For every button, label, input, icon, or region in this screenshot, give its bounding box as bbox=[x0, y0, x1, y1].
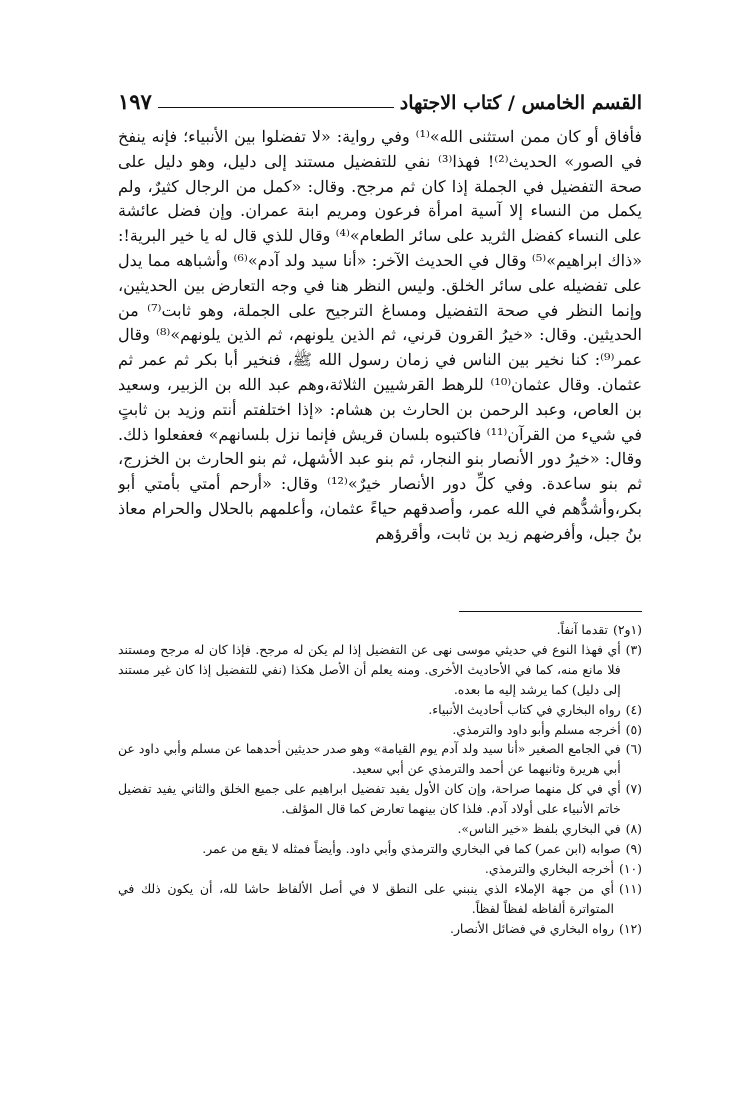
page-number: ١٩٧ bbox=[118, 89, 152, 114]
footnote-text: تقدما آنفاً. bbox=[556, 622, 609, 637]
footnote-11 bbox=[118, 879, 642, 919]
page-header bbox=[118, 78, 642, 114]
footnote-text: في البخاري بلفظ «خير الناس». bbox=[457, 821, 621, 837]
footnote-number: (٩) bbox=[625, 840, 642, 856]
footnote-6 bbox=[118, 739, 642, 779]
footnote-4 bbox=[118, 700, 642, 720]
footnote-5 bbox=[118, 720, 642, 740]
footnote-number: (١١) bbox=[619, 880, 642, 896]
main-paragraph: فأفاق أو كان ممن استثنى الله»⁽¹⁾ وفي رواية: «لا تفضلوا بين الأنبياء؛ فإنه ينفخ في الصور» الحديث⁽²⁾! فهذا⁽³⁾ نفي للتفضيل مستند إلى دليل، وهو دليل على صحة التفضيل في الجملة إذا كان ثم مرجح. وقال: «كمل من الرجال كثيرٌ، ولم يكمل من النساء إلا آسية امرأة فرعون ومريم ابنة عمران. وإن فضل عائشة على النساء كفضل الثريد على سائر الطعام»⁽⁴⁾ وقال للذي قال له يا خير البرية!: «ذاك ابراهيم»⁽⁵⁾ وقال في الحديث الآخر: «أنا سيد ولد آدم»⁽⁶⁾ وأشباهه مما يدل على تفضيله على سائر الخلق. وليس النظر هنا في وجه التعارض بين الحديثين، وإنما النظر في صحة التفضيل ومساغ الترجيح على الجملة، وهو ثابت⁽⁷⁾ من الحديثين. وقال: «خيرُ القرون قرني، ثم الذين يلونهم، ثم الذين يلونهم»⁽⁸⁾ وقال عمر⁽⁹⁾: كنا نخير بين الناس في زمان رسول الله ﷺ، فنخير أبا بكر ثم عمر ثم عثمان. وقال عثمان⁽¹⁰⁾ للرهط القرشيين الثلاثة،وهم عبد الله بن الزبير، وسعيد بن العاص، وعبد الرحمن بن الحارث بن هشام: «إذا اختلفتم أنتم وزيد بن ثابتٍ في شيء من القرآن⁽¹¹⁾ فاكتبوه بلسان قريش فإنما نزل بلسانهم» فعفعلوا ذلك. وقال: «خيرُ دور الأنصار بنو النجار، ثم بنو عبد الأشهل، ثم بنو الحارث بن الخزرج، ثم بنو ساعدة. وفي كلِّ دور الأنصار خيرٌ»⁽¹²⁾ وقال: «أرحم أمتي بأمتي أبو بكر،وأشدُّهم في الله عمر، وأصدقهم حياءً عثمان، وأعلمهم بالحلال والحرام معاذ بنُ جبل، وأفرضهم زيد بن ثابت، وأقرؤهم bbox=[118, 127, 642, 543]
footnote-text: أخرجه البخاري والترمذي. bbox=[484, 860, 614, 876]
footnote-number: (٤) bbox=[625, 701, 642, 717]
footnote-number: (٥) bbox=[625, 721, 642, 737]
footnote-text: رواه البخاري في فضائل الأنصار. bbox=[450, 920, 614, 936]
running-title: القسم الخامس / كتاب الاجتهاد bbox=[399, 92, 642, 114]
footnote-10 bbox=[118, 859, 642, 879]
footnote-8 bbox=[118, 819, 642, 839]
footnote-text: أي في كل منهما صراحة، وإن كان الأول يفيد تفضيل ابراهيم على جميع الخلق والثاني يفيد تفضيل خاتم الأنبياء على أولاد آدم. فلذا كان بينهما تعارض كما قال المؤلف. bbox=[118, 781, 621, 817]
footnote-text: أخرجه مسلم وأبو داود والترمذي. bbox=[452, 721, 621, 737]
footnote-text: رواه البخاري في كتاب أحاديث الأنبياء. bbox=[428, 701, 621, 717]
footnote-number: (١و٢) bbox=[613, 622, 642, 637]
footnote-separator bbox=[459, 611, 642, 612]
footnote-number: (١٢) bbox=[619, 920, 642, 936]
footnote-1-2 bbox=[118, 620, 642, 640]
footnotes bbox=[118, 620, 642, 1064]
footnote-number: (١٠) bbox=[619, 860, 642, 876]
footnote-number: (٣) bbox=[625, 641, 642, 657]
header-rule bbox=[158, 107, 394, 108]
footnote-text: أي من جهة الإملاء الذي ينبني على النطق لا في أصل الألفاظ حاشا لله، أن يكون ذلك في المتواترة ألفاظه لفظاً لفظاً. bbox=[118, 880, 614, 916]
footnote-9 bbox=[118, 839, 642, 859]
footnote-number: (٧) bbox=[625, 781, 642, 797]
footnote-text: صوابه (ابن عمر) كما في البخاري والترمذي وأبي داود. وأيضاً فمثله لا يقع من عمر. bbox=[202, 840, 621, 856]
footnote-text: أي فهذا النوع في حديثي موسى نهى عن التفضيل إذا لم يكن له مرجح. فإذا كان له مرجح ومستند فلا مانع منه، كما في الأحاديث الأخرى. ومنه يعلم أن الأصل هكذا (نفي للتفضيل إذا كان غير مستند إلى دليل) كما يرشد إليه ما بعده. bbox=[118, 641, 621, 697]
footnote-text: في الجامع الصغير «أنا سيد ولد آدم يوم القيامة» وهو صدر حديثين أحدهما عن مسلم وأبي داود عن أبي هريرة وثانيهما عن أحمد والترمذي عن أبي سعيد. bbox=[118, 741, 621, 777]
footnote-7 bbox=[118, 779, 642, 819]
footnote-number: (٦) bbox=[625, 741, 642, 757]
main-text bbox=[118, 125, 642, 605]
footnote-3 bbox=[118, 640, 642, 700]
footnote-12 bbox=[118, 919, 642, 939]
footnote-number: (٨) bbox=[625, 821, 642, 837]
